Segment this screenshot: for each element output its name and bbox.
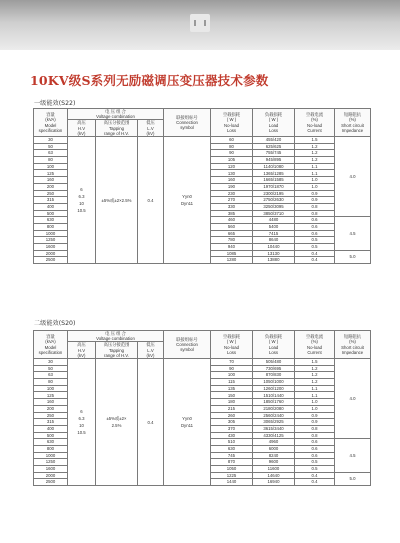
header-line: H.V (77, 125, 86, 131)
cell-lv-value (138, 359, 164, 486)
header-line: 电 压 组 合 (105, 109, 126, 114)
header-connection (164, 331, 211, 359)
cell-no-load-loss: 120 (211, 163, 253, 170)
section-label-s20: 二级能效(S20) (34, 320, 76, 327)
cell-no-load-current: 0.4 (295, 479, 335, 486)
header-line: symbol (180, 125, 194, 131)
cell-capacity: 500 (34, 210, 68, 217)
cell-no-load-loss: 230 (211, 190, 253, 197)
header-line: 高压分接范围 (103, 342, 130, 348)
page-title: 10KV级S系列无励磁调压变压器技术参数 (30, 73, 269, 88)
header-line: Loss (226, 127, 237, 133)
cell-capacity: 315 (34, 419, 68, 426)
cell-load-loss: 13130 (253, 250, 295, 257)
cell-load-loss: 1970/1870 (253, 183, 295, 190)
cell-capacity: 800 (34, 445, 68, 452)
cell-hv-values-line: 6.3 (78, 194, 85, 200)
header-line: 空载电流 (305, 334, 324, 340)
cell-hv-values-line: 10 (79, 423, 84, 429)
cell-load-loss: 1665/1585 (253, 177, 295, 184)
header-line: No-load (223, 122, 240, 128)
spec-table-s20 (33, 330, 371, 486)
header-line: Voltage combination (96, 336, 135, 342)
top-header-band (0, 0, 400, 50)
cell-capacity: 400 (34, 425, 68, 432)
cell-load-loss: 1050/1000 (253, 379, 295, 386)
cell-no-load-current: 0.8 (295, 425, 335, 432)
cell-no-load-current: 1.0 (295, 177, 335, 184)
cell-load-loss: 10440 (253, 244, 295, 251)
header-line: 高压分接范围 (103, 120, 130, 126)
cell-no-load-loss: 870 (211, 459, 253, 466)
cell-lv-value (138, 137, 164, 264)
header-voltage-combination (68, 331, 164, 342)
cell-no-load-loss: 90 (211, 150, 253, 157)
header-line: Loss (226, 349, 237, 355)
cell-capacity: 125 (34, 170, 68, 177)
header-line: Current (307, 349, 322, 355)
cell-no-load-current: 1.1 (295, 163, 335, 170)
header-line: Model (44, 122, 57, 128)
cell-hv-values-line: 10 (79, 201, 84, 207)
header-line: 容量 (46, 112, 55, 118)
cell-no-load-loss: 510 (211, 439, 253, 446)
header-line: (%) (311, 339, 318, 345)
cell-connection-symbol-line: Dyn11 (180, 423, 194, 429)
cell-no-load-current: 0.6 (295, 217, 335, 224)
cell-load-loss: 8240 (253, 452, 295, 459)
header-line: No-load (306, 122, 323, 128)
cell-capacity: 160 (34, 399, 68, 406)
header-line: 高压 (77, 342, 86, 348)
header-line: 低压 (146, 120, 155, 126)
cell-capacity: 80 (34, 157, 68, 164)
cell-load-loss: 3065/2925 (253, 419, 295, 426)
cell-no-load-current: 0.8 (295, 432, 335, 439)
cell-no-load-loss: 150 (211, 392, 253, 399)
cell-no-load-loss: 115 (211, 379, 253, 386)
header-line: L.V (147, 347, 154, 353)
header-line: ( W ) (226, 339, 237, 345)
cell-connection-symbol-line: Yyn0 (182, 416, 192, 422)
header-line: (kV) (146, 352, 155, 358)
header-line: Connection (176, 341, 198, 347)
cell-load-loss: 3615/3440 (253, 425, 295, 432)
cell-load-loss: 2300/2195 (253, 190, 295, 197)
header-line: (kV) (77, 130, 86, 136)
header-lv (138, 120, 164, 137)
cell-no-load-current: 1.0 (295, 183, 335, 190)
cell-no-load-loss: 80 (211, 143, 253, 150)
header-line: 空载电流 (305, 112, 324, 118)
cell-load-loss: 16940 (253, 479, 295, 486)
cell-connection-symbol-line: Yyn0 (182, 194, 192, 200)
cell-no-load-loss: 1050 (211, 466, 253, 473)
cell-no-load-current: 0.6 (295, 223, 335, 230)
cell-no-load-current: 0.6 (295, 230, 335, 237)
cell-no-load-current: 1.1 (295, 385, 335, 392)
header-voltage-combination (68, 109, 164, 120)
cell-load-loss: 4480 (253, 217, 295, 224)
cell-no-load-loss: 270 (211, 197, 253, 204)
cell-capacity: 100 (34, 385, 68, 392)
header-line: Voltage combination (96, 114, 135, 120)
header-line: H.V (77, 347, 86, 353)
cell-load-loss: 5400 (253, 223, 295, 230)
cell-no-load-current: 0.5 (295, 459, 335, 466)
cell-load-loss: 625/625 (253, 143, 295, 150)
cell-no-load-current: 1.1 (295, 170, 335, 177)
cell-hv-values-line: 6 (80, 187, 83, 193)
cell-no-load-current: 1.2 (295, 365, 335, 372)
cell-no-load-current: 0.4 (295, 250, 335, 257)
cell-no-load-loss: 100 (211, 372, 253, 379)
header-line: ( W ) (226, 117, 237, 123)
header-line: Loss (268, 349, 279, 355)
cell-no-load-current: 0.6 (295, 439, 335, 446)
cell-load-loss: 1365/1285 (253, 170, 295, 177)
header-line: 电 压 组 合 (105, 331, 126, 336)
cell-no-load-current: 0.4 (295, 257, 335, 264)
header-line: No-load (306, 344, 323, 350)
cell-no-load-current: 0.9 (295, 419, 335, 426)
header-line: (%) (349, 339, 356, 345)
header-hv (68, 120, 96, 137)
cell-load-loss: 730/695 (253, 365, 295, 372)
cell-load-loss: 3850/3710 (253, 210, 295, 217)
cell-load-loss: 755/745 (253, 150, 295, 157)
cell-connection-symbol-line: Dyn11 (180, 201, 194, 207)
header-line: range of H.V. (104, 352, 129, 358)
cell-tapping-range (96, 137, 138, 264)
cell-no-load-current: 0.6 (295, 445, 335, 452)
header-row (34, 331, 371, 342)
cell-no-load-loss: 1085 (211, 250, 253, 257)
cell-no-load-loss: 1280 (211, 257, 253, 264)
cell-capacity: 800 (34, 223, 68, 230)
cell-capacity: 400 (34, 203, 68, 210)
cell-no-load-loss: 260 (211, 412, 253, 419)
header-line: Tapping (108, 347, 125, 353)
header-line: Tapping (108, 125, 125, 131)
header-line: 短路阻抗 (343, 334, 362, 340)
header-no-load-current (295, 109, 335, 137)
cell-impedance: 4.5 (335, 439, 371, 472)
cell-no-load-current: 0.9 (295, 197, 335, 204)
cell-no-load-current: 0.9 (295, 190, 335, 197)
header-capacity (34, 109, 68, 137)
cell-impedance: 4.5 (335, 217, 371, 250)
cell-no-load-loss: 135 (211, 385, 253, 392)
cell-capacity: 30 (34, 359, 68, 366)
cell-no-load-current: 1.2 (295, 372, 335, 379)
cell-no-load-current: 1.5 (295, 359, 335, 366)
cell-capacity: 1250 (34, 459, 68, 466)
header-no-load-current (295, 331, 335, 359)
cell-no-load-loss: 330 (211, 203, 253, 210)
header-line: Model (44, 344, 57, 350)
header-load-loss (253, 331, 295, 359)
cell-tapping-range (96, 359, 138, 486)
cell-capacity: 2000 (34, 472, 68, 479)
header-line: (kV) (146, 130, 155, 136)
header-line: 负载损耗 (264, 334, 283, 340)
cell-lv-value-line: 0.4 (147, 419, 154, 425)
cell-load-loss: 11600 (253, 466, 295, 473)
header-line: Current (307, 127, 322, 133)
cell-load-loss: 7415 (253, 230, 295, 237)
cell-load-loss: 455/420 (253, 137, 295, 144)
header-capacity (34, 331, 68, 359)
cell-load-loss: 1260/1200 (253, 385, 295, 392)
cell-no-load-loss: 370 (211, 425, 253, 432)
cell-no-load-current: 0.5 (295, 244, 335, 251)
header-line: Connection (176, 119, 198, 125)
cell-no-load-loss: 60 (211, 137, 253, 144)
table-row (34, 137, 371, 144)
header-impedance (335, 331, 371, 359)
cell-no-load-loss: 70 (211, 359, 253, 366)
header-line: (%) (349, 117, 356, 123)
cell-load-loss: 9600 (253, 459, 295, 466)
cell-connection-symbol (164, 137, 211, 264)
cell-no-load-current: 1.2 (295, 157, 335, 164)
cell-tapping-range-line: 2.5% (111, 423, 122, 429)
cell-lv-value-line: 0.4 (147, 197, 154, 203)
cell-load-loss: 8640 (253, 237, 295, 244)
header-row (34, 109, 371, 120)
header-line: 负载损耗 (264, 112, 283, 118)
cell-no-load-loss: 780 (211, 237, 253, 244)
cell-capacity: 63 (34, 372, 68, 379)
cell-capacity: 2000 (34, 250, 68, 257)
cell-no-load-loss: 560 (211, 223, 253, 230)
cell-no-load-loss: 215 (211, 405, 253, 412)
cell-no-load-loss: 430 (211, 432, 253, 439)
cell-no-load-loss: 105 (211, 157, 253, 164)
cell-no-load-loss: 385 (211, 210, 253, 217)
cell-load-loss: 1140/1080 (253, 163, 295, 170)
cell-capacity: 30 (34, 137, 68, 144)
header-line: Impedance (341, 127, 364, 133)
cell-load-loss: 13880 (253, 257, 295, 264)
cell-no-load-current: 0.9 (295, 412, 335, 419)
header-line: (kVA) (45, 339, 56, 345)
cell-capacity: 125 (34, 392, 68, 399)
cell-no-load-current: 0.5 (295, 466, 335, 473)
cell-capacity: 250 (34, 412, 68, 419)
cell-capacity: 500 (34, 432, 68, 439)
header-line: 空载损耗 (222, 334, 241, 340)
header-no-load-loss (211, 331, 253, 359)
cell-no-load-loss: 130 (211, 170, 253, 177)
cell-no-load-loss: 305 (211, 419, 253, 426)
cell-connection-symbol (164, 359, 211, 486)
header-line: (kVA) (45, 117, 56, 123)
cell-capacity: 630 (34, 439, 68, 446)
cell-no-load-current: 1.2 (295, 379, 335, 386)
cell-no-load-loss: 460 (211, 217, 253, 224)
cell-capacity: 80 (34, 379, 68, 386)
cell-no-load-current: 1.2 (295, 143, 335, 150)
cell-no-load-loss: 190 (211, 183, 253, 190)
cell-capacity: 200 (34, 183, 68, 190)
cell-capacity: 1600 (34, 466, 68, 473)
cell-no-load-loss: 1440 (211, 479, 253, 486)
cell-capacity: 2500 (34, 257, 68, 264)
cell-capacity: 50 (34, 365, 68, 372)
cell-hv-values-line: 10.5 (77, 430, 86, 436)
cell-hv-values-line: 6.3 (78, 416, 85, 422)
cell-capacity: 1000 (34, 230, 68, 237)
header-line: Short circuit (341, 344, 364, 350)
cell-capacity: 100 (34, 163, 68, 170)
cell-tapping-range-line: ±5%或±2× (106, 416, 127, 422)
header-line: specification (38, 349, 63, 355)
cell-capacity: 630 (34, 217, 68, 224)
cell-no-load-loss: 940 (211, 244, 253, 251)
cell-no-load-current: 1.0 (295, 405, 335, 412)
header-line: ( W ) (268, 339, 279, 345)
cell-no-load-current: 1.1 (295, 392, 335, 399)
header-hv (68, 342, 96, 359)
header-line: ( W ) (268, 117, 279, 123)
cell-impedance: 4.0 (335, 137, 371, 217)
cell-load-loss: 2560/2440 (253, 412, 295, 419)
cell-no-load-loss: 1225 (211, 472, 253, 479)
cell-load-loss: 4960 (253, 439, 295, 446)
cell-capacity: 2500 (34, 479, 68, 486)
header-line: Load (268, 122, 279, 128)
header-load-loss (253, 109, 295, 137)
cell-load-loss: 945/895 (253, 157, 295, 164)
header-line: 高压 (77, 120, 86, 126)
cell-no-load-current: 0.8 (295, 210, 335, 217)
header-line: symbol (180, 347, 194, 353)
header-line: 联接组标号 (176, 114, 198, 120)
cell-no-load-current: 0.8 (295, 203, 335, 210)
cell-no-load-loss: 665 (211, 230, 253, 237)
cell-capacity: 315 (34, 197, 68, 204)
header-line: (kV) (77, 352, 86, 358)
cell-no-load-current: 0.6 (295, 452, 335, 459)
header-line: (%) (311, 117, 318, 123)
cell-no-load-loss: 630 (211, 445, 253, 452)
cell-load-loss: 870/830 (253, 372, 295, 379)
header-line: 联接组标号 (176, 336, 198, 342)
header-line: Load (268, 344, 279, 350)
cell-capacity: 160 (34, 177, 68, 184)
table-row (34, 359, 371, 366)
cell-load-loss: 4330/4125 (253, 432, 295, 439)
header-line: 空载损耗 (222, 112, 241, 118)
cell-no-load-loss: 160 (211, 177, 253, 184)
header-line: L.V (147, 125, 154, 131)
cell-capacity: 63 (34, 150, 68, 157)
header-tapping (96, 120, 138, 137)
cell-no-load-current: 1.2 (295, 150, 335, 157)
logo-tag-icon (190, 14, 210, 32)
header-line: 低压 (146, 342, 155, 348)
header-tapping (96, 342, 138, 359)
header-line: specification (38, 127, 63, 133)
header-no-load-loss (211, 109, 253, 137)
cell-load-loss: 2750/2630 (253, 197, 295, 204)
cell-capacity: 50 (34, 143, 68, 150)
cell-no-load-loss: 180 (211, 399, 253, 406)
header-line: Loss (268, 127, 279, 133)
header-connection (164, 109, 211, 137)
cell-hv-values-line: 10.5 (77, 208, 86, 214)
header-line: Impedance (341, 349, 364, 355)
cell-capacity: 200 (34, 405, 68, 412)
cell-capacity: 1250 (34, 237, 68, 244)
header-line: range of H.V. (104, 130, 129, 136)
cell-impedance: 5.0 (335, 472, 371, 485)
cell-capacity: 1000 (34, 452, 68, 459)
header-impedance (335, 109, 371, 137)
spec-table-s22 (33, 108, 371, 264)
cell-load-loss: 1850/1760 (253, 399, 295, 406)
cell-load-loss: 2180/2080 (253, 405, 295, 412)
cell-capacity: 250 (34, 190, 68, 197)
header-line: Short circuit (341, 122, 364, 128)
cell-load-loss: 6000 (253, 445, 295, 452)
cell-impedance: 4.0 (335, 359, 371, 439)
cell-no-load-loss: 90 (211, 365, 253, 372)
cell-no-load-loss: 745 (211, 452, 253, 459)
cell-hv-values (68, 359, 96, 486)
cell-no-load-current: 0.5 (295, 237, 335, 244)
cell-load-loss: 505/480 (253, 359, 295, 366)
cell-hv-values-line: 6 (80, 409, 83, 415)
header-line: 容量 (46, 334, 55, 340)
header-line: 短路阻抗 (343, 112, 362, 118)
cell-no-load-current: 0.4 (295, 472, 335, 479)
cell-no-load-current: 1.0 (295, 399, 335, 406)
cell-tapping-range-line: ±5%或±2×2.5% (101, 197, 132, 203)
header-line: No-load (223, 344, 240, 350)
cell-hv-values (68, 137, 96, 264)
cell-capacity: 1600 (34, 244, 68, 251)
section-label-s22: 一级能效(S22) (34, 100, 76, 107)
cell-load-loss: 14640 (253, 472, 295, 479)
cell-no-load-current: 1.5 (295, 137, 335, 144)
cell-impedance: 5.0 (335, 250, 371, 263)
cell-load-loss: 1510/1440 (253, 392, 295, 399)
cell-load-loss: 3250/3095 (253, 203, 295, 210)
header-lv (138, 342, 164, 359)
